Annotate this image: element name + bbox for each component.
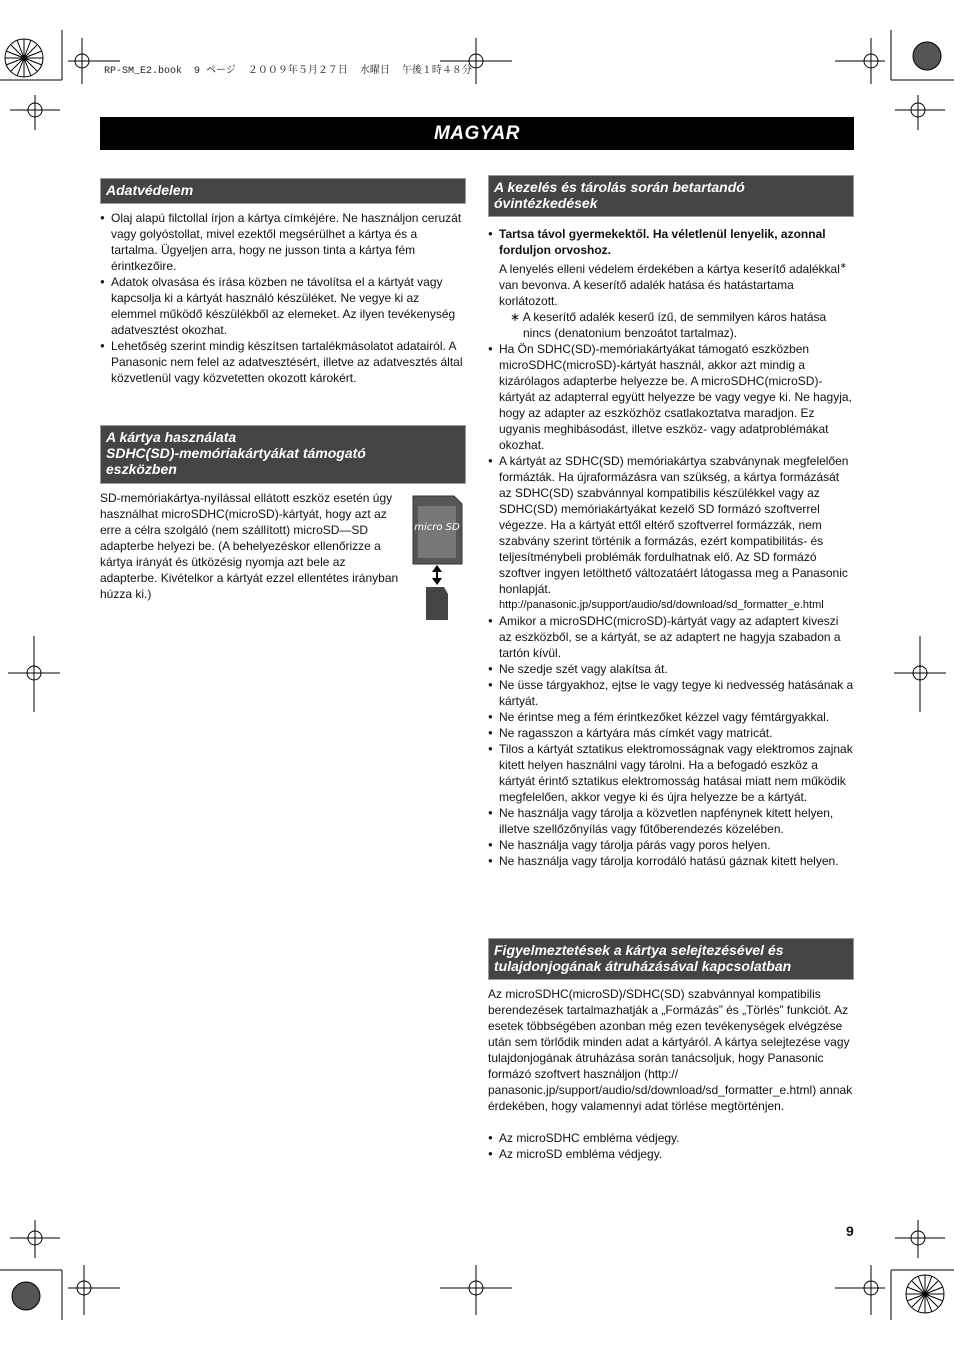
figyelmeztetes-body: Az microSDHC(microSD)/SDHC(SD) szabvánnyal kompatibilis berendezések tartalmazhatják a „Formázás” és „Törlés” funkciót. Az esetek többségében azonban még ezen tevékenységek elvégzése után sem törlődik minden adat a kártyáról. A kártya selejtezése vagy tulajdonjogának átruházása során tanácsoljuk, hogy Panasonic formázó szoftvert használjon (http:// panasonic.jp/support/audio/sd/download/sd_formatter_e.html) annak érdekében, hogy valamennyi adat törlése megtörténjen. ● Az microSDHC embléma védjegy. ● Az microSD embléma védjegy.: [488, 986, 854, 1162]
list-item: ● Ne szedje szét vagy alakítsa át.: [488, 661, 854, 677]
list-item: ● Ne ragasszon a kártyára más címkét vagy matricát.: [488, 725, 854, 741]
list-item: ● Olaj alapú filctollal írjon a kártya címkéjére. Ne használjon ceruzát vagy golyóstollat, mivel ezektől megsérülhet a kártya és a tartalma. Ügyeljen arra, hogy ne jusson tinta a kártya fém érintkezőire.: [100, 210, 466, 274]
section-header-figyelmeztetes: Figyelmeztetések a kártya selejtezésével és tulajdonjogának átruházásával kapcsolatban: [488, 938, 854, 980]
file-header-line: RP-SM_E2.book 9 ページ ２００９年５月２７日 水曜日 午後１時４８分: [104, 66, 472, 77]
section-header-adatvedelem: Adatvédelem: [100, 178, 466, 204]
section-header-hasznalat: A kártya használata SDHC(SD)-memóriakártyákat támogató eszközben: [100, 425, 466, 484]
kezeles-body: [488, 226, 854, 869]
list-item: ● Tilos a kártyát sztatikus elektromosságnak vagy elektromos zajnak kitett helyen használni vagy tárolni. Ha a befogadó eszköz a kártyát érintő sztatikus elektromosság hatásai miatt nem működik megfelelően, akkor vegye ki és újra helyezze be a kártyát.: [488, 741, 854, 805]
section-header-kezeles: A kezelés és tárolás során betartandó óvintézkedések: [488, 175, 854, 217]
list-item: ● Ne használja vagy tárolja a közvetlen napfénynek kitett helyen, illetve szellőzőnyílás vagy fűtőberendezés közelében.: [488, 805, 854, 837]
list-item: ● Adatok olvasása és írása közben ne távolítsa el a kártyát vagy kapcsolja ki a kártyát használó készüléket. Ne vegye ki az elemmel működő készülékből az elemeket. Az ilyen tevékenység adatvesztést okozhat.: [100, 274, 466, 338]
micro-sd-logo: micro SD: [414, 522, 460, 533]
formatter-url: http://panasonic.jp/support/audio/sd/download/sd_formatter_e.html: [499, 599, 824, 611]
list-item: ● Tartsa távol gyermekektől. Ha véletlenül lenyelik, azonnal forduljon orvoshoz. A lenyelés elleni védelem érdekében a kártya keserítő adalékkal∗ van bevonva. A keserítő adalék hatása és hatástartama korlátozott. ∗ A keserítő adalék keserű ízű, de semmilyen káros hatása nincs (denatonium benzoátot tartalmaz).: [488, 226, 854, 341]
list-item: ● Ne használja vagy tárolja korrodáló hatású gáznak kitett helyen.: [488, 853, 854, 869]
list-item: ● Ne használja vagy tárolja párás vagy poros helyen.: [488, 837, 854, 853]
banner-title: MAGYAR: [433, 122, 521, 144]
hasznalat-body: SD-memóriakártya-nyílással ellátott eszköz esetén úgy használhat microSDHC(microSD)-kártyát, hogy azt az erre a célra szolgáló (nem szállított) microSD—SD adapterbe helyezi be. (A behelyezéskor ellenőrizze a kártya irányát és ütközésig nyomja azt bele az adapterbe. Kivételkor a kártyát ezzel ellentétes irányban húzza ki.): [100, 491, 399, 601]
adatvedelem-body: [100, 210, 466, 386]
microsd-adapter-illustration: [408, 494, 466, 624]
list-item: ● Amikor a microSDHC(microSD)-kártyát vagy az adaptert kiveszi az eszközből, se a kártyát, se az adaptert ne hagyja szabadon a tartón kívül.: [488, 613, 854, 661]
list-item: ● Ne érintse meg a fém érintkezőket kézzel vagy fémtárgyakkal.: [488, 709, 854, 725]
list-item: ● A kártyát az SDHC(SD) memóriakártya szabványnak megfelelően formázták. Ha újraformázásra van szükség, a kártya formázását az SDHC(SD) szabvánnyal kompatibilis készülékkel vagy az SDHC(SD) memóriakártyákat kezelő SD formázó szoftverrel végezze. Ha a kártyát ettől eltérő szoftverrel formázzák, nem szabvány szerint történik a formázás, ezért kompatibilitás- és teljesítménybeli problémák fordulhatnak elő. Az SD formázó szoftver ingyen letölthető változatáért látogassa meg a Panasonic honlapját. http://panasonic.jp/support/audio/sd/download/sd_formatter_e.html: [488, 453, 854, 613]
list-item: ● Ne üsse tárgyakhoz, ejtse le vagy tegye ki nedvesség hatásának a kártyát.: [488, 677, 854, 709]
list-item: ● Az microSD embléma védjegy.: [488, 1146, 854, 1162]
language-banner: [100, 117, 854, 150]
list-item: ● Lehetőség szerint mindig készítsen tartalékmásolatot adatairól. A Panasonic nem felel az adatvesztésért, illetve az adatvesztés által közvetlenül vagy közvetetten okozott károkért.: [100, 338, 466, 386]
list-item: ● Ha Ön SDHC(SD)-memóriakártyákat támogató eszközben microSDHC(microSD)-kártyát használ, akkor azt mindig a kizárólagos adapterbe helyezze be. A microSDHC(microSD)-kártyát az adapterral együtt helyezze be vagy vegye ki. Ne hagyja, hogy az adapter az eszközhöz csatlakoztatva maradjon. Ez ugyanis meghibásodást, illetve eszköz- vagy adatproblémákat okozhat.: [488, 341, 854, 453]
list-item: ● Az microSDHC embléma védjegy.: [488, 1130, 854, 1146]
page-number: 9: [846, 1223, 854, 1239]
